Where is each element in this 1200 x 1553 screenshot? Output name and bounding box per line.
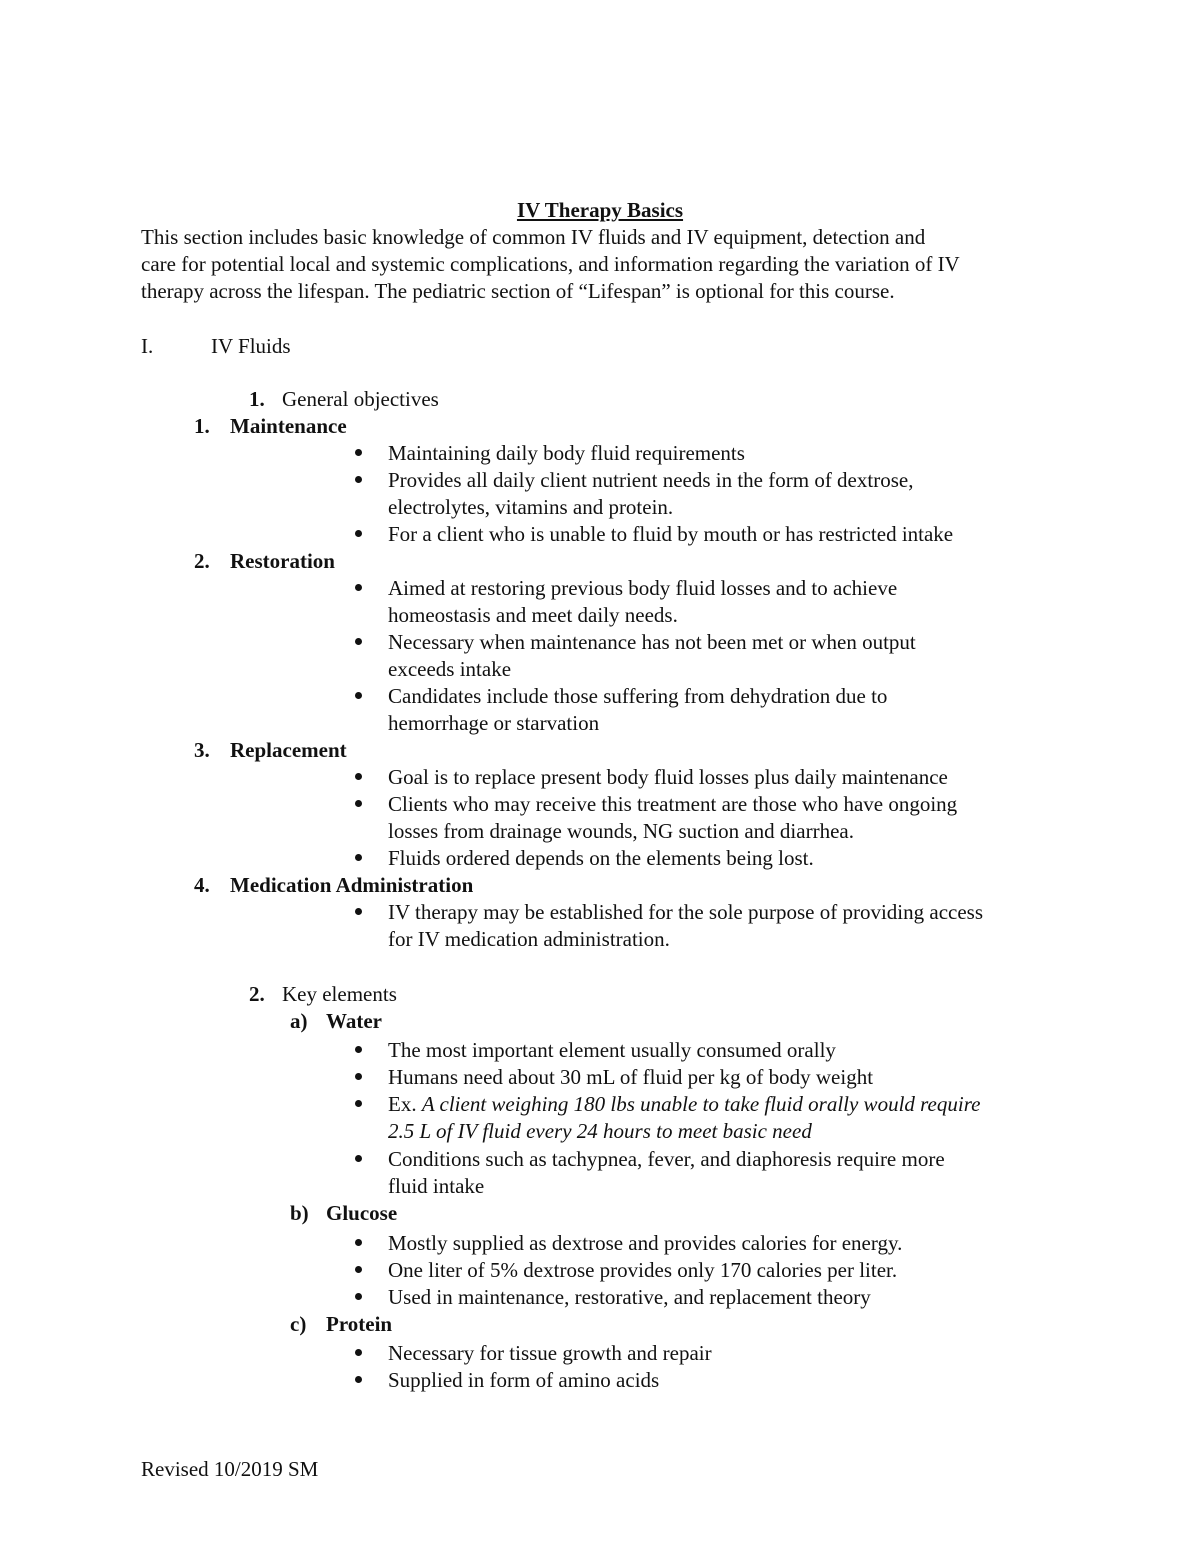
bullet-text-continued: exceeds intake (388, 657, 512, 681)
bullet-text: Provides all daily client nutrient needs in the form of dextrose, (388, 468, 914, 492)
item-number: 4. (194, 873, 210, 897)
item-number: 1. (194, 414, 210, 438)
bullet-text: The most important element usually consumed orally (388, 1038, 836, 1062)
bullet-icon (355, 1293, 362, 1300)
example-text: A client weighing 180 lbs unable to take fluid orally would require (421, 1092, 981, 1116)
example-text-line-2: 2.5 L of IV fluid every 24 hours to meet basic need (388, 1119, 812, 1143)
bullet-text: Necessary when maintenance has not been met or when output (388, 630, 916, 654)
bullet-text: For a client who is unable to fluid by mouth or has restricted intake (388, 522, 954, 546)
bullet-text-continued: hemorrhage or starvation (388, 711, 600, 735)
bullet-icon (355, 854, 362, 861)
bullet-icon (355, 449, 362, 456)
bullet-text-continued: losses from drainage wounds, NG suction and diarrhea. (388, 819, 854, 843)
bullet-text: Candidates include those suffering from dehydration due to (388, 684, 888, 708)
element-letter: b) (290, 1201, 309, 1225)
page-title: IV Therapy Basics (516, 198, 684, 222)
bullet-icon (355, 1046, 362, 1053)
bullet-icon (355, 638, 362, 645)
objectives-heading: General objectives (282, 387, 439, 411)
item-heading-maintenance: Maintenance (230, 414, 347, 438)
bullet-icon (355, 908, 362, 915)
bullet-text-continued: fluid intake (388, 1174, 485, 1198)
bullet-text: Used in maintenance, restorative, and replacement theory (388, 1285, 871, 1309)
bullet-icon (355, 1349, 362, 1356)
item-heading-medication: Medication Administration (230, 873, 474, 897)
bullet-icon (355, 1376, 362, 1383)
bullet-icon (355, 1073, 362, 1080)
key-elements-number: 2. (249, 982, 265, 1006)
intro-line-1: This section includes basic knowledge of common IV fluids and IV equipment, detection and (141, 225, 926, 249)
bullet-text: Mostly supplied as dextrose and provides calories for energy. (388, 1231, 903, 1255)
bullet-text: One liter of 5% dextrose provides only 170 calories per liter. (388, 1258, 898, 1282)
bullet-icon (355, 1239, 362, 1246)
element-letter: c) (290, 1312, 307, 1336)
bullet-icon (355, 530, 362, 537)
bullet-text: IV therapy may be established for the sole purpose of providing access (388, 900, 984, 924)
element-letter: a) (290, 1009, 308, 1033)
bullet-text-continued: electrolytes, vitamins and protein. (388, 495, 674, 519)
example-bullet (388, 1091, 980, 1118)
bullet-text: Necessary for tissue growth and repair (388, 1341, 712, 1365)
bullet-icon (355, 773, 362, 780)
bullet-text: Maintaining daily body fluid requirements (388, 441, 745, 465)
key-elements-heading: Key elements (282, 982, 397, 1006)
bullet-text-continued: homeostasis and meet daily needs. (388, 603, 678, 627)
example-prefix: Ex. (388, 1092, 422, 1116)
bullet-icon (355, 476, 362, 483)
page-footer: Revised 10/2019 SM (141, 1457, 319, 1481)
bullet-text: Clients who may receive this treatment are those who have ongoing (388, 792, 958, 816)
section-heading: IV Fluids (211, 334, 291, 358)
bullet-text: Goal is to replace present body fluid losses plus daily maintenance (388, 765, 948, 789)
item-number: 3. (194, 738, 210, 762)
example-text-continued (388, 1118, 812, 1145)
bullet-text: Supplied in form of amino acids (388, 1368, 660, 1392)
element-heading-water: Water (326, 1009, 382, 1033)
element-heading-glucose: Glucose (326, 1201, 398, 1225)
bullet-text: Fluids ordered depends on the elements being lost. (388, 846, 814, 870)
intro-line-3: therapy across the lifespan. The pediatric section of “Lifespan” is optional for this course. (141, 279, 895, 303)
objectives-number: 1. (249, 387, 265, 411)
item-heading-restoration: Restoration (230, 549, 335, 573)
bullet-icon (355, 692, 362, 699)
bullet-icon (355, 1100, 362, 1107)
bullet-icon (355, 800, 362, 807)
item-number: 2. (194, 549, 210, 573)
bullet-text: Humans need about 30 mL of fluid per kg of body weight (388, 1065, 874, 1089)
intro-line-2: care for potential local and systemic complications, and information regarding the variation of IV (141, 252, 960, 276)
bullet-icon (355, 1266, 362, 1273)
bullet-text: Conditions such as tachypnea, fever, and diaphoresis require more (388, 1147, 945, 1171)
element-heading-protein: Protein (326, 1312, 393, 1336)
item-heading-replacement: Replacement (230, 738, 347, 762)
bullet-text: Aimed at restoring previous body fluid losses and to achieve (388, 576, 898, 600)
bullet-icon (355, 1155, 362, 1162)
section-numeral: I. (141, 334, 154, 358)
bullet-icon (355, 584, 362, 591)
bullet-text-continued: for IV medication administration. (388, 927, 670, 951)
